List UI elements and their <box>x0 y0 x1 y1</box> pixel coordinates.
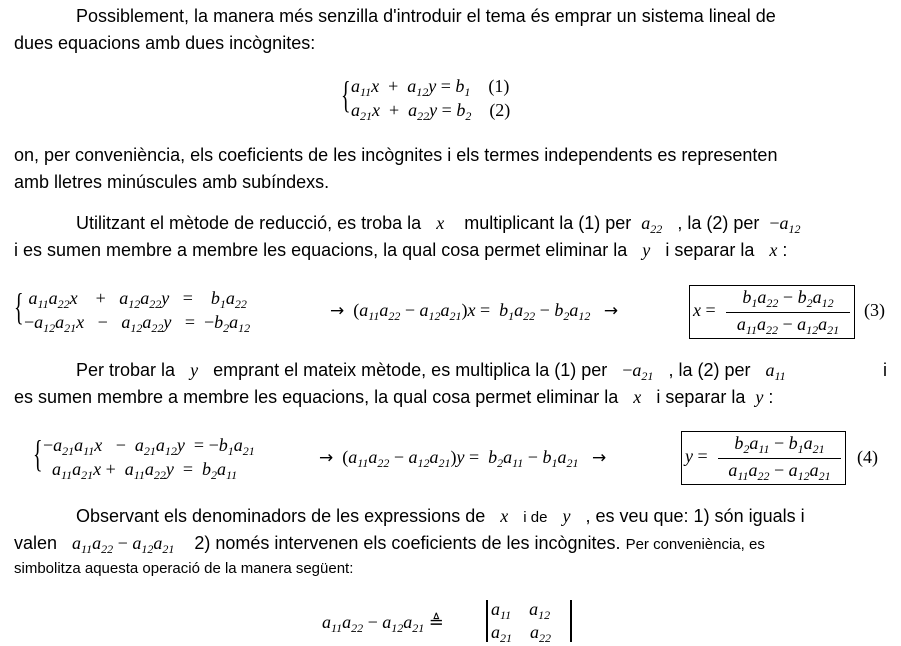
equation-2: $a_{21}x + a_{22}y = b_2$ (2) <box>351 100 511 123</box>
y-text-a: Per trobar la <box>76 360 176 380</box>
eq4-line2: $a_{11}a_{21}x + a_{11}a_{22}y = b_2a_{11}$ <box>43 459 238 482</box>
y-text-d: i <box>883 360 887 380</box>
reduction-text-f: : <box>782 240 788 260</box>
eq2-label: (2) <box>489 100 511 120</box>
obs-text-b: i de <box>523 509 548 526</box>
eq3-line2: $-a_{12}a_{21}x - a_{12}a_{22}y = -b_2a_{12}$ <box>24 312 251 335</box>
notation-line1: on, per conveniència, els coeficients de les incògnites i els termes independents es representen <box>14 145 778 165</box>
eq3-label: (3) <box>864 300 885 320</box>
eq4-middle: → $(a_{11}a_{22} - a_{12}a_{21})y = b_2a_{11} - b_1a_{21}$ → <box>319 447 607 470</box>
left-brace: { <box>341 75 351 117</box>
reduction-text-e: i separar la <box>665 240 755 260</box>
reduction-text-d: i es sumen membre a membre les equacions, la qual cosa permet eliminar la <box>14 240 628 260</box>
reduction-text-c: , la (2) per <box>677 213 760 233</box>
obs-text-e: 2) només intervenen els coeficients de les incògnites. <box>194 533 621 553</box>
determinant-row-1: $a_{11}$ $a_{12}$ <box>491 599 551 622</box>
y-text-b: emprant el mateix mètode, es multiplica la (1) per <box>213 360 608 380</box>
reduction-text-a: Utilitzant el mètode de reducció, es troba la <box>76 213 422 233</box>
obs-text-f: Per conveniència, es <box>625 536 765 553</box>
eq3-line1: $a_{11}a_{22}x$ + $a_{12}a_{22}y$ = $b_1a_{22}$ <box>24 288 247 311</box>
y-text-e: es sumen membre a membre les equacions, la qual cosa permet eliminar la <box>14 387 619 407</box>
reduction-text-b: multiplicant la (1) per <box>464 213 632 233</box>
paragraph-intro <box>14 3 890 57</box>
notation-line2: amb lletres minúscules amb subíndexs. <box>14 172 330 192</box>
equation-1: $a_{11}x + a_{12}y = b_1$ (1) <box>351 76 510 99</box>
eq1-label: (1) <box>488 76 510 96</box>
left-brace: { <box>14 287 24 329</box>
obs-text-c: , es veu que: 1) són iguals i <box>585 506 805 526</box>
intro-line2: dues equacions amb dues incògnites: <box>14 33 316 53</box>
left-brace: { <box>33 434 43 476</box>
paragraph-notation <box>14 142 890 196</box>
eq4-line1: $-a_{21}a_{11}x - a_{21}a_{12}y = -b_1a_{21}$ <box>43 435 255 458</box>
y-text-g: : <box>768 387 774 407</box>
determinant-lhs: $a_{11}a_{22} - a_{12}a_{21}$ ≜ <box>322 612 444 635</box>
obs-text-d: valen <box>14 533 58 553</box>
intro-line1: Possiblement, la manera més senzilla d'introduir el tema és emprar un sistema lineal de <box>76 6 776 26</box>
determinant-row-2: $a_{21}$ $a_{22}$ <box>491 622 551 645</box>
determinant-bar-left <box>486 600 488 642</box>
obs-text-a: Observant els denominadors de les expressions de <box>76 506 486 526</box>
eq4-label: (4) <box>857 447 878 467</box>
eq3-middle: → $(a_{11}a_{22} - a_{12}a_{21})x = b_1a_{22} - b_2a_{12}$ → <box>330 300 619 323</box>
y-text-c: , la (2) per <box>668 360 751 380</box>
solution-y-box: y = $b_2a_{11} - b_1a_{21}$ $a_{11}a_{22} - a_{12}a_{21}$ <box>681 431 846 485</box>
obs-text-g: simbolitza aquesta operació de la manera següent: <box>14 560 354 577</box>
y-text-f: i separar la <box>656 387 746 407</box>
determinant-bar-right <box>570 600 572 642</box>
solution-x-box: x = $b_1a_{22} - b_2a_{12}$ $a_{11}a_{22} - a_{12}a_{21}$ <box>689 285 855 339</box>
